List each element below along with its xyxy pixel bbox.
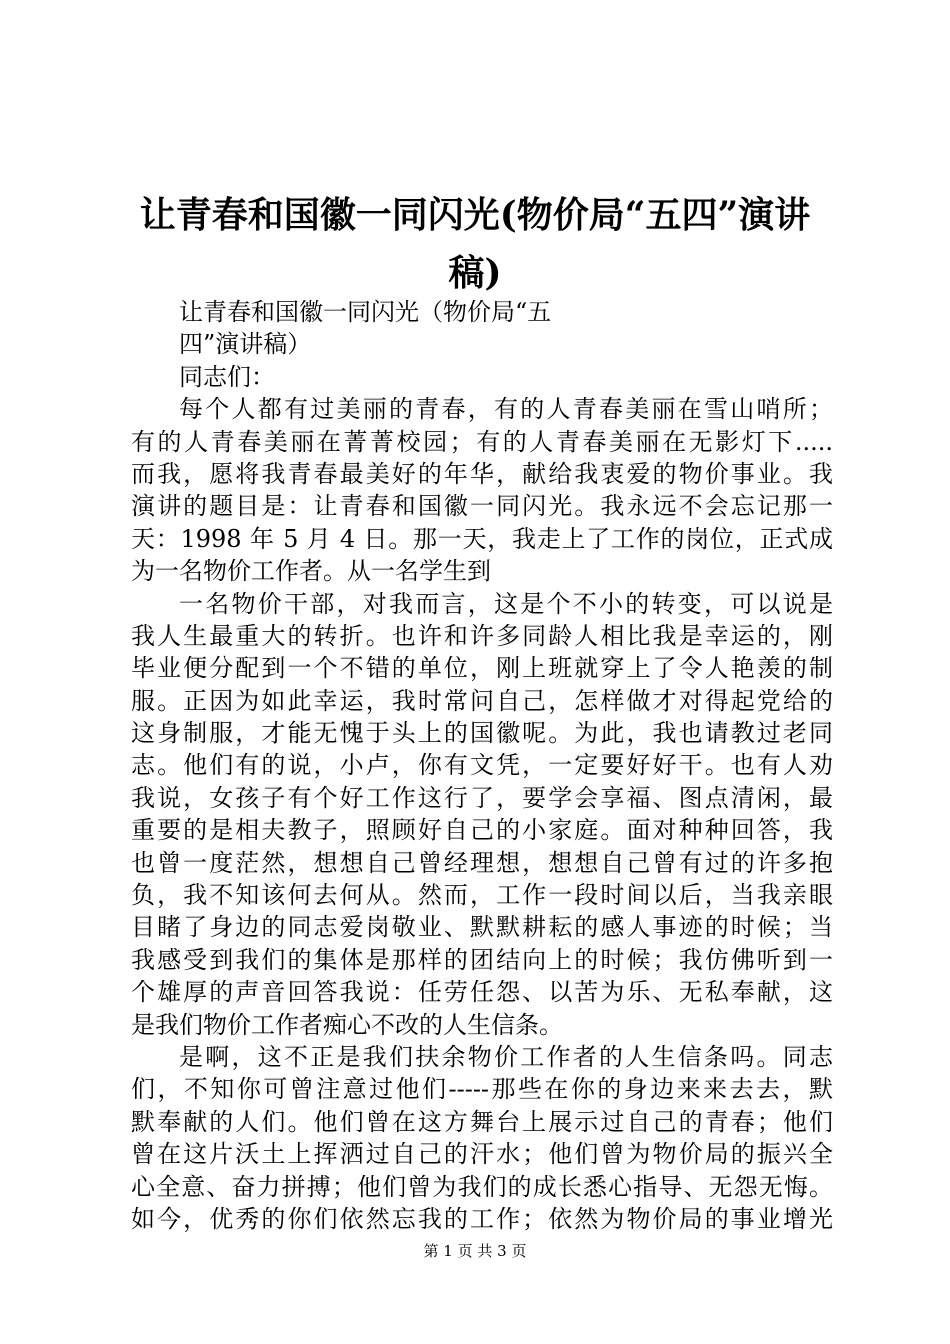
body-line: 一名物价干部，对我而言，这是个不小的转变，可以说是 <box>179 589 833 618</box>
body-line: 志。他们有的说，小卢，你有文凭，一定要好好干。也有人劝 <box>131 751 833 780</box>
body-line: 每个人都有过美丽的青春，有的人青春美丽在雪山哨所； <box>179 395 833 424</box>
body-line: 默奉献的人们。他们曾在这方舞台上展示过自己的青春；他们 <box>131 1107 833 1136</box>
body-line: 是啊，这不正是我们扶余物价工作者的人生信条吗。同志 <box>179 1042 833 1071</box>
body-line: 目睹了身边的同志爱岗敬业、默默耕耘的感人事迹的时候；当 <box>131 913 833 942</box>
body-line: 如今，优秀的你们依然忘我的工作；依然为物价局的事业增光 <box>131 1204 833 1233</box>
title-line-2: 稿) <box>448 252 502 294</box>
body-line: 个雄厚的声音回答我说：任劳任怨、以苦为乐、无私奉献，这 <box>131 978 833 1007</box>
body-line: 演讲的题目是：让青春和国徽一同闪光。我永远不会忘记那一 <box>131 492 833 521</box>
body-line: 曾在这片沃土上挥洒过自己的汗水；他们曾为物价局的振兴全 <box>131 1140 833 1169</box>
body-line: 负，我不知该何去何从。然而，工作一段时间以后，当我亲眼 <box>131 881 833 910</box>
salutation: 同志们： <box>179 362 275 391</box>
body-line: 们，不知你可曾注意过他们-----那些在你的身边来来去去，默 <box>131 1075 833 1104</box>
body-line: 是我们物价工作者痴心不改的人生信条。 <box>131 1010 563 1039</box>
body-line: 心全意、奋力拼搏；他们曾为我们的成长悉心指导、无怨无悔。 <box>131 1172 833 1201</box>
document-title <box>120 186 830 302</box>
document-body <box>131 296 833 1235</box>
body-line: 毕业便分配到一个不错的单位，刚上班就穿上了令人艳羡的制 <box>131 654 833 683</box>
body-line: 重要的是相夫教子，照顾好自己的小家庭。面对种种回答，我 <box>131 816 833 845</box>
body-line: 我人生最重大的转折。也许和许多同龄人相比我是幸运的，刚 <box>131 621 833 650</box>
body-line: 为一名物价工作者。从一名学生到 <box>131 557 491 586</box>
body-line: 而我，愿将我青春最美好的年华，献给我衷爱的物价事业。我 <box>131 459 833 488</box>
body-line: 天：1998 年 5 月 4 日。那一天，我走上了工作的岗位，正式成 <box>131 524 833 553</box>
body-line: 有的人青春美丽在菁菁校园；有的人青春美丽在无影灯下..... <box>131 427 833 456</box>
subtitle-line-1: 让青春和国徽一同闪光（物价局“五 <box>179 298 552 326</box>
body-line: 我感受到我们的集体是那样的团结向上的时候；我仿佛听到一 <box>131 945 833 974</box>
title-line-1: 让青春和国徽一同闪光(物价局“五四”演讲 <box>139 194 811 236</box>
subtitle-line-2: 四”演讲稿） <box>179 330 312 359</box>
page-footer: 第 1 页 共 3 页 <box>423 1242 527 1260</box>
body-line: 服。正因为如此幸运，我时常问自己，怎样做才对得起党给的 <box>131 686 833 715</box>
body-line: 也曾一度茫然，想想自己曾经理想，想想自己曾有过的许多抱 <box>131 848 833 877</box>
body-line: 我说，女孩子有个好工作这行了，要学会享福、图点清闲，最 <box>131 783 833 812</box>
body-line: 这身制服，才能无愧于头上的国徽呢。为此，我也请教过老同 <box>131 719 833 748</box>
